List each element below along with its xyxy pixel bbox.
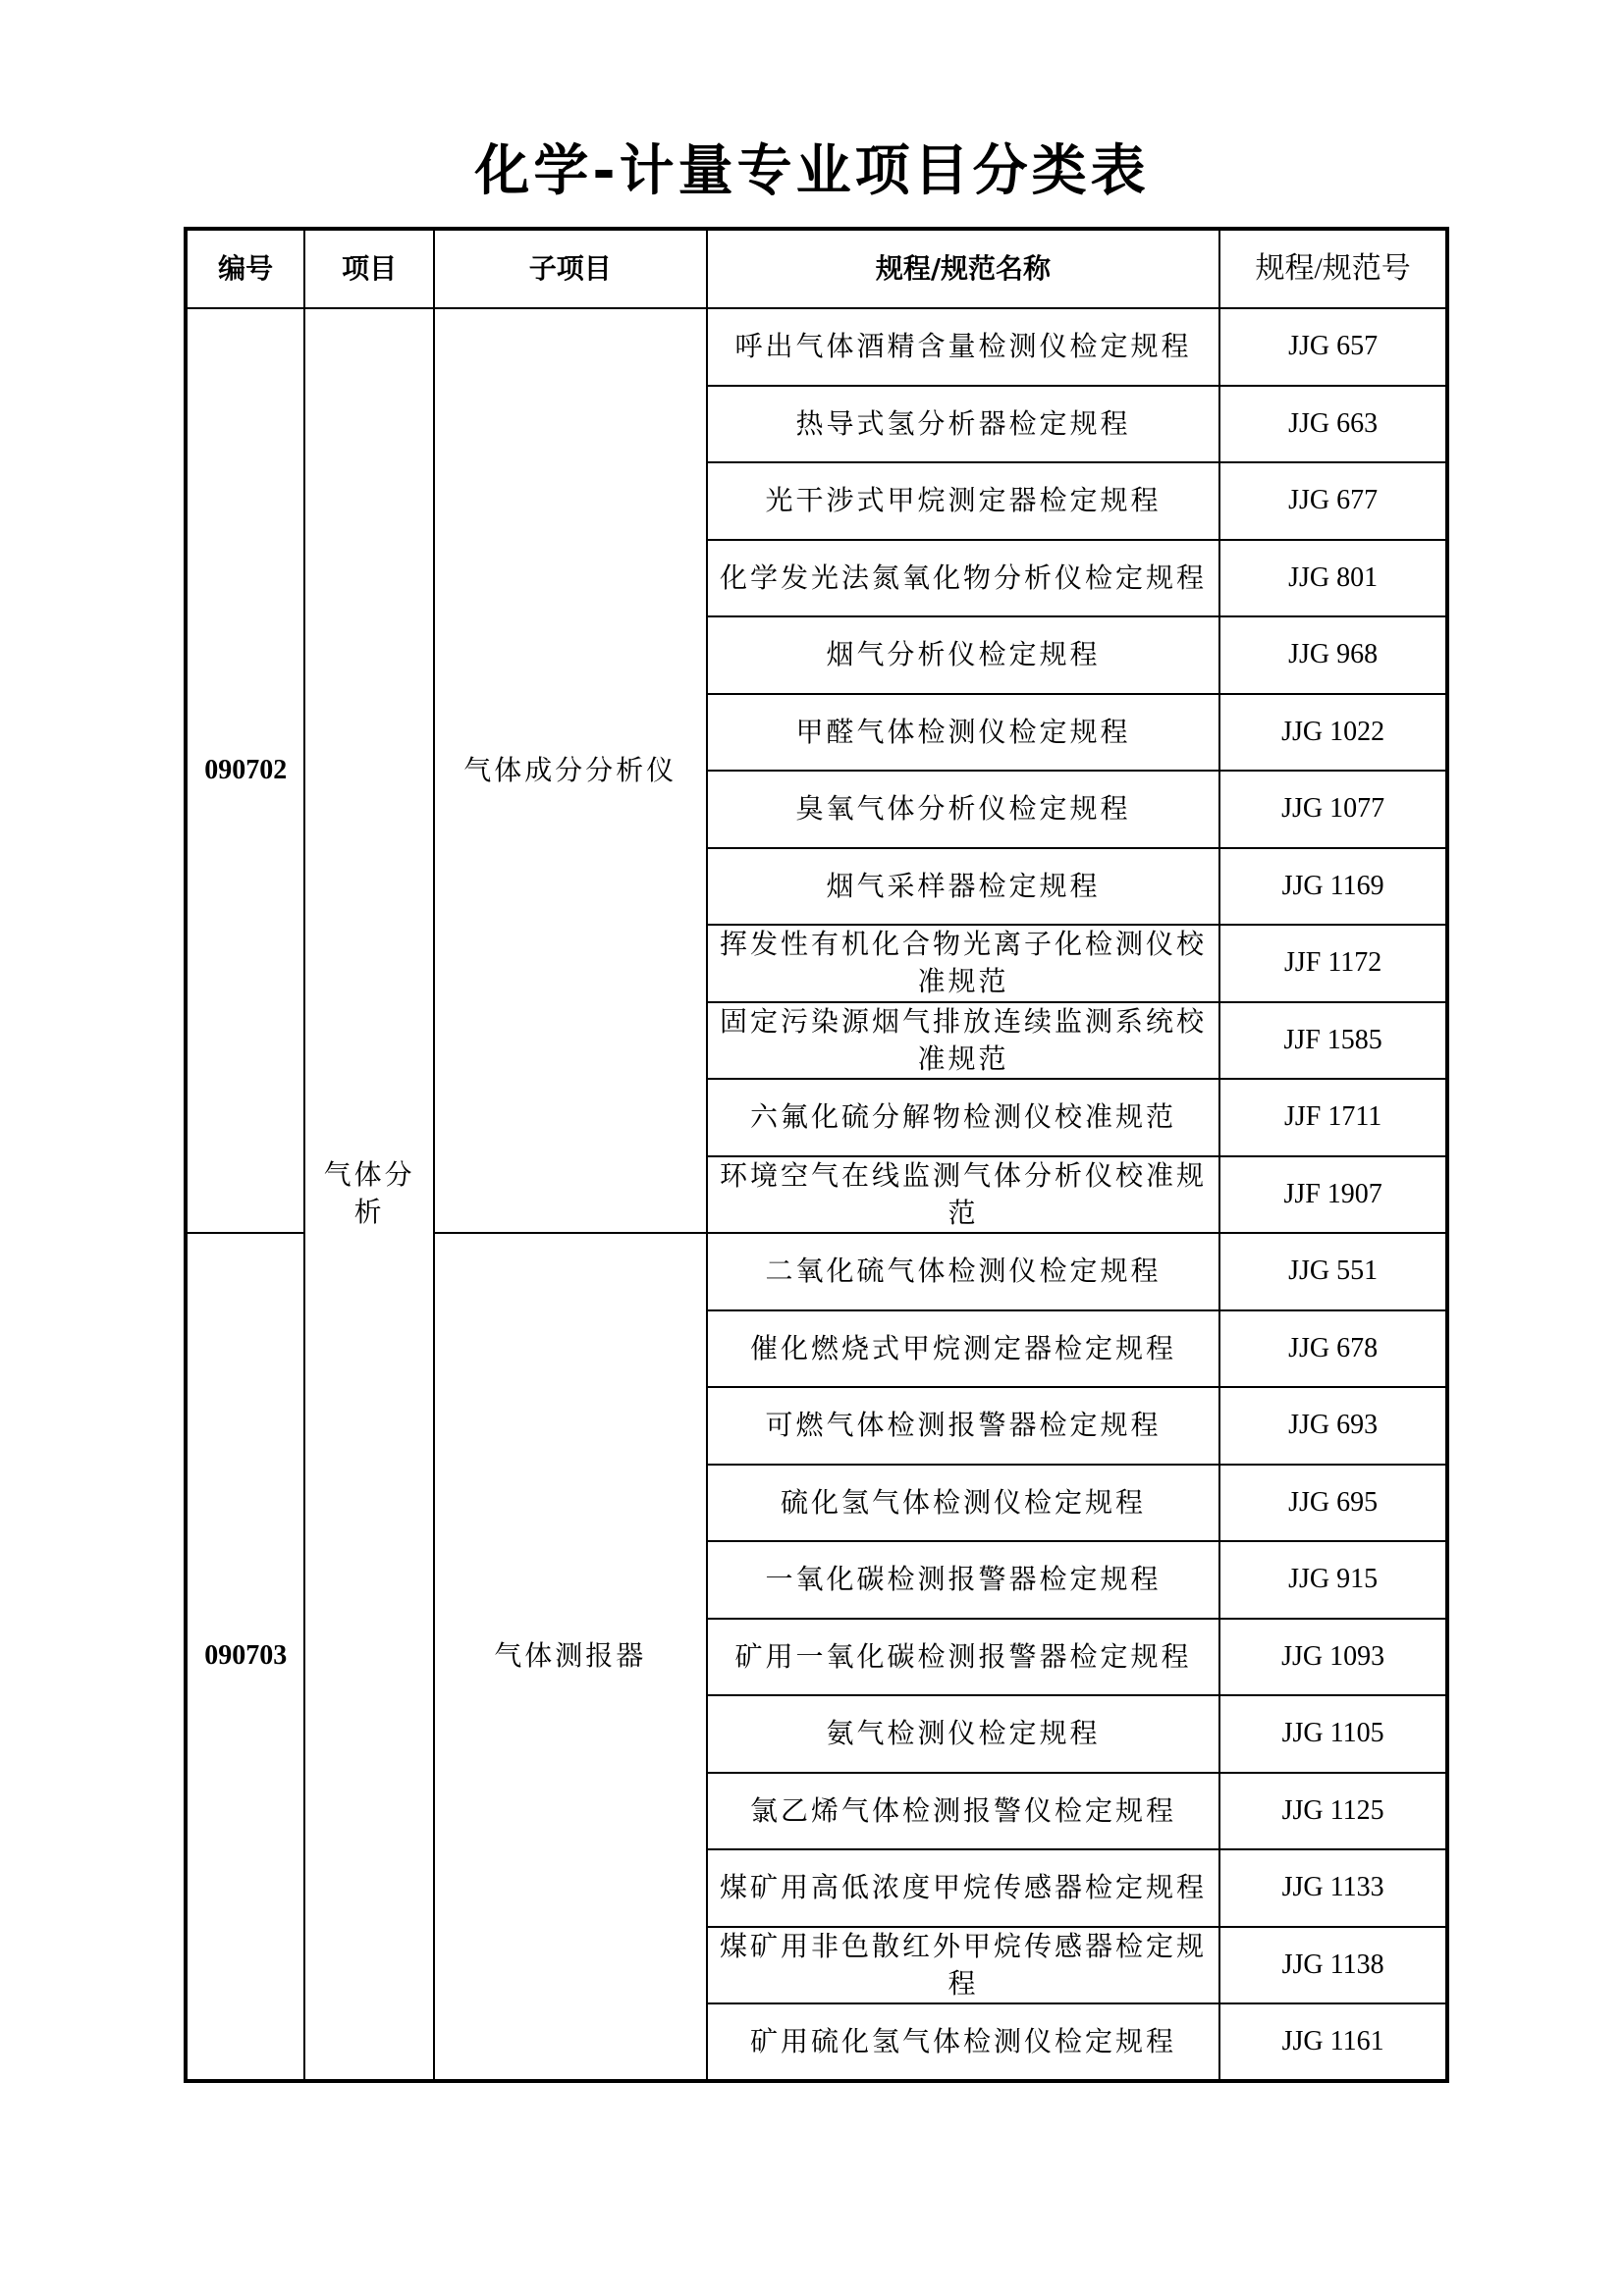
standard-name: 矿用一氧化碳检测报警器检定规程 <box>707 1619 1220 1696</box>
standard-name: 光干涉式甲烷测定器检定规程 <box>707 462 1220 540</box>
standard-name: 煤矿用高低浓度甲烷传感器检定规程 <box>707 1849 1220 1927</box>
standard-name: 矿用硫化氢气体检测仪检定规程 <box>707 2003 1220 2081</box>
group-code: 090702 <box>186 308 304 1233</box>
standard-name: 一氧化碳检测报警器检定规程 <box>707 1541 1220 1619</box>
header-item: 项目 <box>304 229 433 308</box>
standard-name: 化学发光法氮氧化物分析仪检定规程 <box>707 540 1220 617</box>
standard-name: 烟气分析仪检定规程 <box>707 616 1220 694</box>
standard-name: 氯乙烯气体检测报警仪检定规程 <box>707 1773 1220 1850</box>
item-name: 气体分析 <box>304 308 433 2081</box>
standard-name: 可燃气体检测报警器检定规程 <box>707 1387 1220 1465</box>
table-row <box>186 308 1447 386</box>
header-standard-name: 规程/规范名称 <box>707 229 1220 308</box>
standard-number: JJF 1172 <box>1219 925 1447 1002</box>
standard-number: JJG 968 <box>1219 616 1447 694</box>
sub-item-name: 气体测报器 <box>434 1233 707 2081</box>
standard-name: 呼出气体酒精含量检测仪检定规程 <box>707 308 1220 386</box>
standard-number: JJG 657 <box>1219 308 1447 386</box>
standard-name: 固定污染源烟气排放连续监测系统校准规范 <box>707 1002 1220 1080</box>
standard-number: JJF 1711 <box>1219 1079 1447 1156</box>
standard-name: 热导式氢分析器检定规程 <box>707 386 1220 463</box>
standard-number: JJF 1585 <box>1219 1002 1447 1080</box>
standard-name: 挥发性有机化合物光离子化检测仪校准规范 <box>707 925 1220 1002</box>
standard-name: 氨气检测仪检定规程 <box>707 1695 1220 1773</box>
standard-number: JJG 693 <box>1219 1387 1447 1465</box>
standard-name: 臭氧气体分析仪检定规程 <box>707 771 1220 848</box>
standard-number: JJG 1133 <box>1219 1849 1447 1927</box>
standard-name: 硫化氢气体检测仪检定规程 <box>707 1465 1220 1542</box>
standard-name: 二氧化硫气体检测仪检定规程 <box>707 1233 1220 1310</box>
standard-number: JJG 1093 <box>1219 1619 1447 1696</box>
group-code: 090703 <box>186 1233 304 2081</box>
standard-name: 催化燃烧式甲烷测定器检定规程 <box>707 1310 1220 1388</box>
standard-number: JJG 695 <box>1219 1465 1447 1542</box>
standard-number: JJG 1022 <box>1219 694 1447 772</box>
standard-name: 烟气采样器检定规程 <box>707 848 1220 926</box>
standard-number: JJG 1161 <box>1219 2003 1447 2081</box>
standard-number: JJG 1138 <box>1219 1927 1447 2004</box>
standard-number: JJG 1125 <box>1219 1773 1447 1850</box>
standard-name: 甲醛气体检测仪检定规程 <box>707 694 1220 772</box>
standard-number: JJG 1105 <box>1219 1695 1447 1773</box>
page-title: 化学-计量专业项目分类表 <box>474 139 1150 203</box>
standard-number: JJG 1077 <box>1219 771 1447 848</box>
header-standard-number: 规程/规范号 <box>1219 229 1447 308</box>
standard-number: JJG 663 <box>1219 386 1447 463</box>
header-code: 编号 <box>186 229 304 308</box>
standard-number: JJG 677 <box>1219 462 1447 540</box>
standard-number: JJG 801 <box>1219 540 1447 617</box>
classification-table <box>184 227 1449 2083</box>
sub-item-name: 气体成分分析仪 <box>434 308 707 1233</box>
standard-number: JJG 1169 <box>1219 848 1447 926</box>
header-sub-item: 子项目 <box>434 229 707 308</box>
standard-name: 环境空气在线监测气体分析仪校准规范 <box>707 1156 1220 1234</box>
header-row <box>186 229 1447 308</box>
standard-number: JJF 1907 <box>1219 1156 1447 1234</box>
standard-name: 煤矿用非色散红外甲烷传感器检定规程 <box>707 1927 1220 2004</box>
standard-number: JJG 915 <box>1219 1541 1447 1619</box>
standard-number: JJG 551 <box>1219 1233 1447 1310</box>
standard-name: 六氟化硫分解物检测仪校准规范 <box>707 1079 1220 1156</box>
standard-number: JJG 678 <box>1219 1310 1447 1388</box>
